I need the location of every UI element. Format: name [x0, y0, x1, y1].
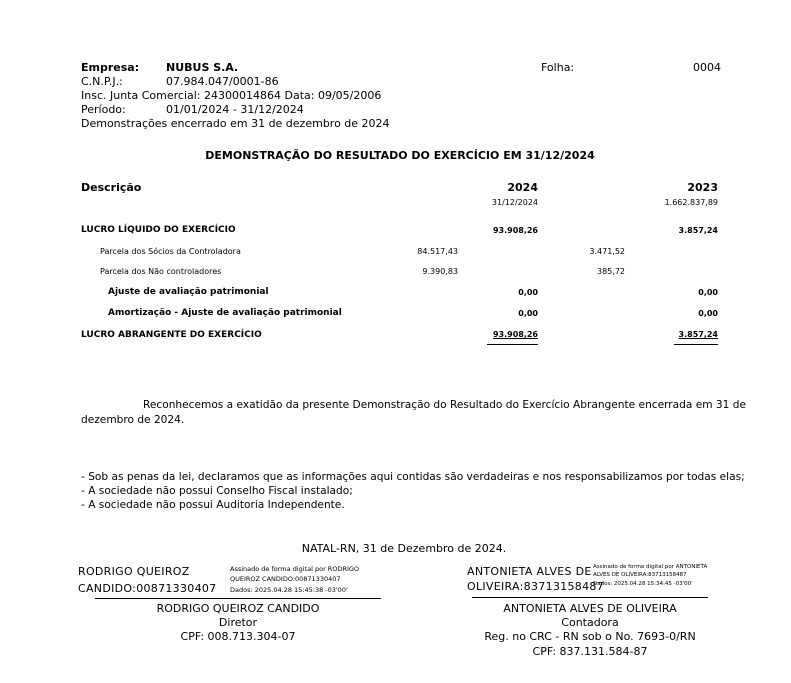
row-amortizacao-2023: 0,00 — [698, 309, 718, 318]
recognition-line-2: dezembro de 2024. — [81, 414, 185, 426]
row-amortizacao-2024: 0,00 — [518, 309, 538, 318]
row-lucro-liquido-2024: 93.908,26 — [492, 226, 538, 235]
row-amortizacao-label: Amortização - Ajuste de avaliação patrimonial — [108, 308, 342, 318]
left-signer-cpf: CPF: 008.713.304-07 — [180, 630, 296, 643]
row-ajuste-2023: 0,00 — [698, 288, 718, 297]
right-sig-line-2: OLIVEIRA:83713158487 — [467, 580, 604, 593]
row-socios-label: Parcela dos Sócios da Controladora — [100, 247, 241, 256]
right-stamp-line-1: Assinado de forma digital por ANTONIETA — [593, 564, 708, 570]
folha-label: Folha: — [541, 61, 575, 74]
row-lucro-abrangente-label: LUCRO ABRANGENTE DO EXERCÍCIO — [81, 330, 262, 340]
right-stamp-line-2: ALVES DE OLIVEIRA:83713158487 — [593, 572, 687, 578]
left-stamp-line-3: Dados: 2025.04.28 15:45:38 -03'00' — [230, 586, 348, 594]
empresa-label: Empresa: — [81, 61, 140, 74]
declaration-1: - Sob as penas da lei, declaramos que as informações aqui contidas são verdadeiras e nos responsabilizamos por todas elas; — [81, 471, 745, 483]
right-signature-line — [472, 597, 708, 598]
row-ajuste-2024: 0,00 — [518, 288, 538, 297]
left-stamp-line-1: Assinado de forma digital por RODRIGO — [230, 565, 360, 573]
cnpj-label: C.N.P.J.: — [81, 75, 123, 88]
right-stamp-line-3: Dados: 2025.04.28 15:34:45 -03'00' — [593, 581, 693, 587]
report-title: DEMONSTRAÇÃO DO RESULTADO DO EXERCÍCIO EM 31/12/2024 — [205, 149, 595, 162]
left-sig-line-2: CANDIDO:00871330407 — [78, 582, 217, 595]
sub-2024: 31/12/2024 — [491, 198, 538, 207]
row-lucro-liquido-2023: 3.857,24 — [678, 226, 718, 235]
periodo-label: Período: — [81, 103, 126, 116]
right-sig-line-1: ANTONIETA ALVES DE — [467, 565, 592, 578]
row-lucro-abrangente-2023: 3.857,24 — [678, 330, 718, 339]
row-lucro-liquido-label: LUCRO LÍQUIDO DO EXERCÍCIO — [81, 225, 236, 235]
right-signer-role: Contadora — [561, 616, 619, 629]
row-nao-controladores-partial-2024: 9.390,83 — [422, 267, 458, 276]
periodo-value: 01/01/2024 - 31/12/2024 — [166, 103, 304, 116]
row-lucro-abrangente-2024: 93.908,26 — [492, 330, 538, 339]
double-underline-2023 — [674, 344, 718, 345]
place-date: NATAL-RN, 31 de Dezembro de 2024. — [301, 542, 507, 555]
double-underline-2024 — [487, 344, 538, 345]
left-sig-line-1: RODRIGO QUEIROZ — [78, 565, 190, 578]
folha-value: 0004 — [693, 61, 721, 74]
empresa-value: NUBUS S.A. — [166, 61, 239, 74]
left-signer-name: RODRIGO QUEIROZ CANDIDO — [156, 602, 320, 615]
left-stamp-line-2: QUEIROZ CANDIDO:00871330407 — [230, 575, 341, 583]
recognition-line-1: Reconhecemos a exatidão da presente Demonstração do Resultado do Exercício Abrangente encerrada em 31 de — [143, 399, 747, 411]
sub-2023: 1.662.837,89 — [664, 198, 718, 207]
row-ajuste-label: Ajuste de avaliação patrimonial — [108, 287, 269, 297]
row-nao-controladores-label: Parcela dos Não controladores — [100, 267, 222, 276]
right-signer-name: ANTONIETA ALVES DE OLIVEIRA — [503, 602, 677, 615]
left-signer-role: Diretor — [218, 616, 258, 629]
left-signature-line — [95, 598, 381, 599]
right-signer-crc: Reg. no CRC - RN sob o No. 7693-0/RN — [484, 630, 696, 643]
col-2024: 2024 — [507, 181, 538, 194]
cnpj-value: 07.984.047/0001-86 — [166, 75, 279, 88]
declaration-2: - A sociedade não possui Conselho Fiscal instalado; — [81, 485, 353, 497]
right-signer-cpf: CPF: 837.131.584-87 — [532, 645, 648, 658]
encerrado-text: Demonstrações encerrado em 31 de dezembro de 2024 — [81, 117, 390, 130]
row-socios-partial-2023: 3.471,52 — [589, 247, 625, 256]
junta-comercial: Insc. Junta Comercial: 24300014864 Data: 09/05/2006 — [81, 89, 382, 102]
col-descricao: Descrição — [81, 181, 142, 194]
row-nao-controladores-partial-2023: 385,72 — [597, 267, 625, 276]
col-2023: 2023 — [687, 181, 718, 194]
declaration-3: - A sociedade não possui Auditoria Independente. — [81, 499, 345, 511]
row-socios-partial-2024: 84.517,43 — [417, 247, 458, 256]
